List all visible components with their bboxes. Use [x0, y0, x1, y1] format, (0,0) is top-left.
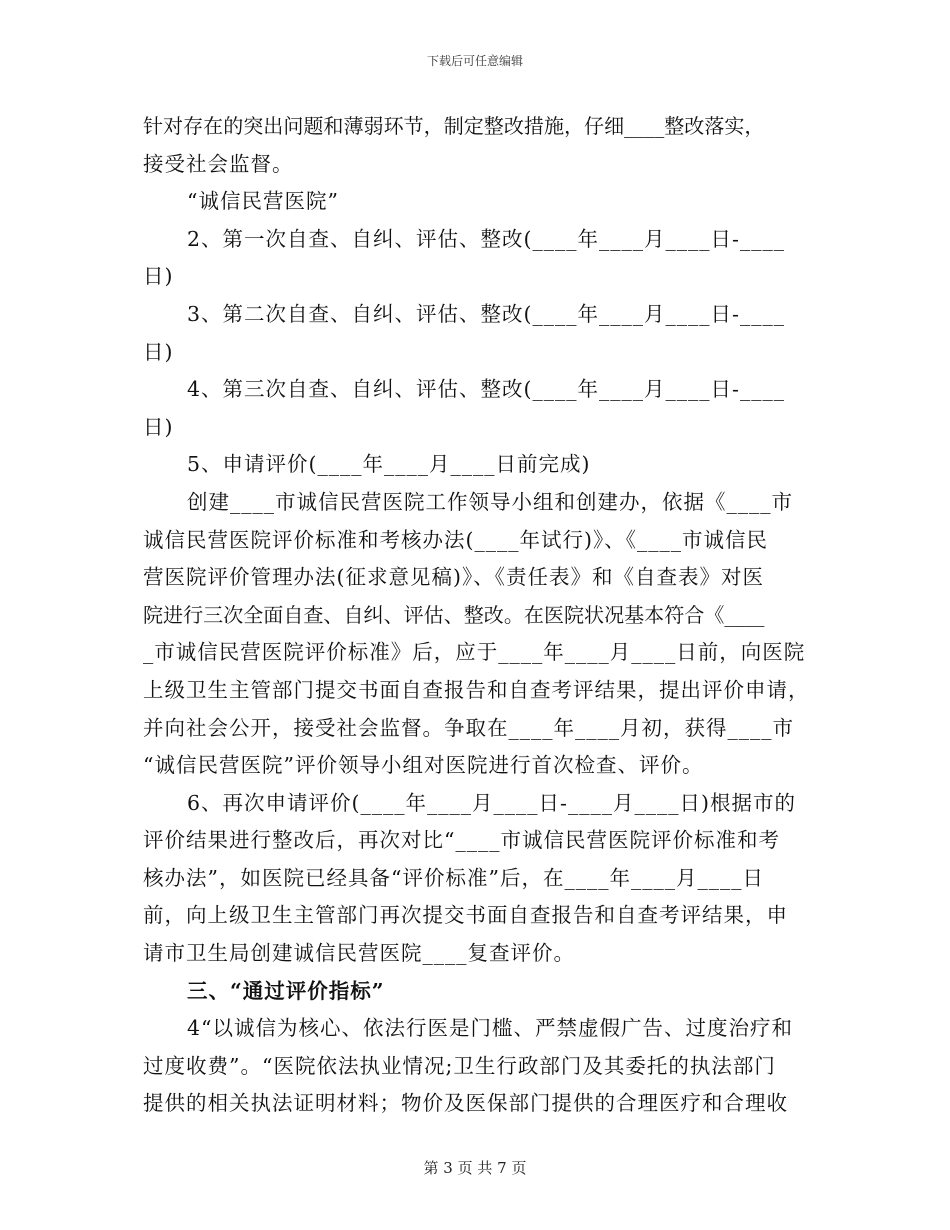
text-line: 5、申请评价(____年____月____日前完成) — [187, 452, 591, 477]
text-line: 上级卫生主管部门提交书面自查报告和自查考评结果，提出评价申请， — [143, 677, 810, 702]
text-line: 日) — [143, 339, 174, 364]
text-line: 诚信民营医院评价标准和考核办法(____年试行)》、《____市诚信民 — [143, 527, 768, 552]
text-line: 日) — [143, 264, 174, 289]
section-heading: 三、“通过评价指标” — [187, 978, 385, 1003]
text-line: 并向社会公开，接受社会监督。争取在____年____月初，获得____市 — [143, 715, 794, 740]
text-line: 创建____市诚信民营医院工作领导小组和创建办，依据《____市 — [187, 489, 793, 514]
text-line: 6、再次申请评价(____年____月____日-____月____日)根据市的 — [187, 790, 796, 815]
text-line: 3、第二次自查、自纠、评估、整改(____年____月____日-____ — [187, 301, 785, 326]
text-line: 前，向上级卫生主管部门再次提交书面自查报告和自查考评结果，申 — [143, 903, 788, 928]
page-header: 下载后可任意编辑 — [426, 54, 523, 68]
text-line: 院进行三次全面自查、自纠、评估、整改。在医院状况基本符合《____ — [143, 602, 765, 627]
text-line: 核办法”，如医院已经具备“评价标准”后，在____年____月____日 — [143, 865, 764, 890]
text-line: 日) — [143, 414, 174, 439]
page-footer: 第 3 页 共 7 页 — [423, 1159, 527, 1177]
document-body — [143, 108, 811, 1123]
text-line: 评价结果进行整改后，再次对比“____市诚信民营医院评价标准和考 — [143, 828, 780, 853]
text-line: 过度收费”。“医院依法执业情况;卫生行政部门及其委托的执法部门 — [143, 1053, 776, 1078]
text-line: _市诚信民营医院评价标准》后，应于____年____月____日前，向医院 — [143, 640, 806, 665]
text-line: 2、第一次自查、自纠、评估、整改(____年____月____日-____ — [187, 226, 785, 251]
text-line: 4“以诚信为核心、依法行医是门槛、严禁虚假广告、过度治疗和 — [187, 1016, 794, 1041]
text-line: 4、第三次自查、自纠、评估、整改(____年____月____日-____ — [187, 377, 785, 402]
text-line: 提供的相关执法证明材料；物价及医保部门提供的合理医疗和合理收 — [143, 1091, 788, 1116]
text-line: 针对存在的突出问题和薄弱环节，制定整改措施，仔细____整改落实， — [143, 114, 765, 138]
text-line: “诚信民营医院” — [187, 189, 339, 214]
text-line: 请市卫生局创建诚信民营医院____复查评价。 — [143, 941, 575, 966]
text-line: 接受社会监督。 — [143, 151, 294, 176]
text-line: “诚信民营医院”评价领导小组对医院进行首次检查、评价。 — [143, 753, 704, 778]
text-line: 营医院评价管理办法(征求意见稿)》、《责任表》和《自查表》对医 — [143, 565, 764, 590]
